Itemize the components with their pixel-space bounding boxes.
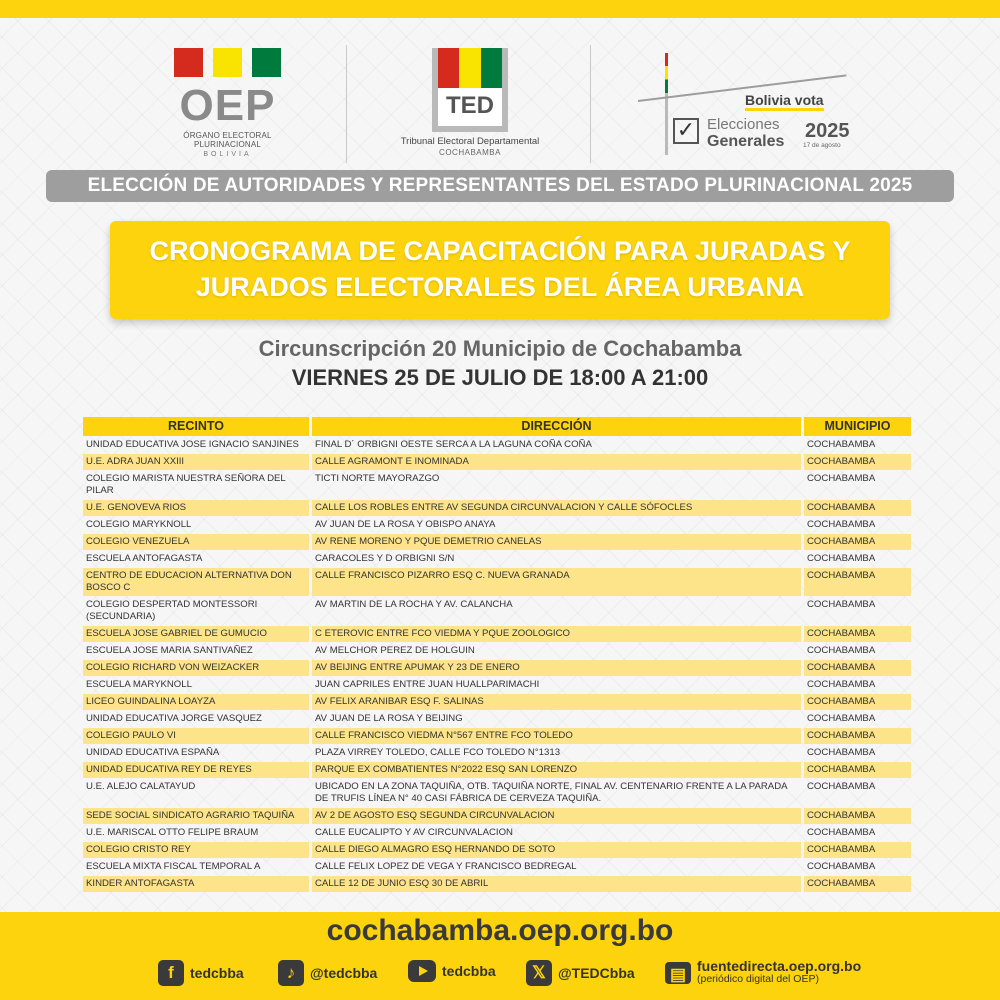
footer: [0, 912, 1000, 1000]
oep-logo-subtitle: ÓRGANO ELECTORAL PLURINACIONAL: [183, 131, 272, 149]
cell-direccion: AV JUAN DE LA ROSA Y BEIJING: [315, 713, 463, 724]
cell-municipio: COCHABAMBA: [807, 713, 876, 724]
title-line-1: CRONOGRAMA DE CAPACITACIÓN PARA JURADAS Y: [149, 236, 851, 266]
cell-municipio: COCHABAMBA: [807, 679, 876, 690]
cell-direccion: AV BEIJING ENTRE APUMAK Y 23 DE ENERO: [312, 660, 801, 676]
cell-recinto: ESCUELA MARYKNOLL: [86, 679, 192, 690]
table-row: [83, 597, 914, 625]
circunscripcion-label: Circunscripción 20 Municipio de Cochabamba: [258, 336, 742, 361]
cell-direccion: TICTI NORTE MAYORAZGO: [315, 473, 440, 484]
cell-municipio: COCHABAMBA: [804, 762, 911, 778]
x-icon: 𝕏: [526, 960, 552, 986]
cell-recinto: LICEO GUINDALINA LOAYZA: [83, 694, 309, 710]
ted-logo-word: TED: [446, 92, 494, 119]
header-municipio: MUNICIPIO: [804, 417, 911, 436]
cell-municipio: COCHABAMBA: [807, 553, 876, 564]
title-banner: [110, 221, 890, 319]
cell-direccion: CALLE FRANCISCO PIZARRO ESQ C. NUEVA GRANADA: [312, 568, 801, 596]
cell-municipio: COCHABAMBA: [807, 473, 876, 484]
oep-logo-word: OEP: [179, 81, 276, 130]
cell-recinto: COLEGIO MARYKNOLL: [86, 519, 192, 530]
cell-municipio: COCHABAMBA: [804, 454, 911, 470]
cell-municipio: COCHABAMBA: [807, 599, 876, 610]
cell-municipio: COCHABAMBA: [804, 694, 911, 710]
cell-recinto: ESCUELA MIXTA FISCAL TEMPORAL A: [86, 861, 261, 872]
cell-recinto: U.E. ALEJO CALATAYUD: [86, 781, 196, 792]
x-handle: @TEDCbba: [558, 965, 635, 981]
cell-municipio: COCHABAMBA: [804, 626, 911, 642]
header-divider: [590, 45, 591, 163]
oep-logo-country: BOLIVIA: [203, 151, 252, 158]
cell-direccion: PLAZA VIRREY TOLEDO, CALLE FCO TOLEDO N°1313: [315, 747, 561, 758]
cell-direccion: AV 2 DE AGOSTO ESQ SEGUNDA CIRCUNVALACION: [312, 808, 801, 824]
cell-direccion: CALLE DIEGO ALMAGRO ESQ HERNANDO DE SOTO: [312, 842, 801, 858]
cell-recinto: COLEGIO PAULO VI: [83, 728, 309, 744]
cell-direccion: AV FELIX ARANIBAR ESQ F. SALINAS: [312, 694, 801, 710]
cell-municipio: COCHABAMBA: [804, 660, 911, 676]
recintos-table: [83, 417, 914, 892]
cell-recinto: U.E. GENOVEVA RIOS: [83, 500, 309, 516]
cell-recinto: CENTRO DE EDUCACION ALTERNATIVA DON BOSCO C: [83, 568, 309, 596]
website-link[interactable]: cochabamba.oep.org.bo: [326, 914, 674, 947]
table-row: [83, 728, 914, 744]
cell-direccion: CALLE FELIX LOPEZ DE VEGA Y FRANCISCO BEDREGAL: [315, 861, 577, 872]
cell-direccion: CARACOLES Y D ORBIGNI S/N: [315, 553, 455, 564]
cell-direccion: CALLE LOS ROBLES ENTRE AV SEGUNDA CIRCUNVALACION Y CALLE SÓFOCLES: [312, 500, 801, 516]
cell-direccion: CALLE AGRAMONT E INOMINADA: [312, 454, 801, 470]
cell-direccion: AV RENE MORENO Y PQUE DEMETRIO CANELAS: [312, 534, 801, 550]
checkmark-icon: ✓: [673, 118, 699, 144]
cell-recinto: UNIDAD EDUCATIVA JOSE IGNACIO SANJINES: [86, 439, 299, 450]
cell-municipio: COCHABAMBA: [807, 747, 876, 758]
cell-municipio: COCHABAMBA: [807, 519, 876, 530]
cell-direccion: CALLE 12 DE JUNIO ESQ 30 DE ABRIL: [312, 876, 801, 892]
tiktok-icon: ♪: [278, 960, 304, 986]
cell-recinto: UNIDAD EDUCATIVA REY DE REYES: [83, 762, 309, 778]
table-row: [83, 500, 914, 516]
fuente-directa-handle: fuentedirecta.oep.org.bo: [697, 958, 862, 974]
cell-recinto: COLEGIO DESPERTAD MONTESSORI (SECUNDARIA): [86, 599, 258, 622]
table-row: [83, 745, 914, 761]
cell-municipio: COCHABAMBA: [804, 842, 911, 858]
cell-direccion: FINAL D´ ORBIGNI OESTE SERCA A LA LAGUNA COÑA COÑA: [315, 439, 592, 450]
table-body: [83, 437, 914, 892]
cell-direccion: AV JUAN DE LA ROSA Y OBISPO ANAYA: [315, 519, 496, 530]
cell-municipio: COCHABAMBA: [804, 876, 911, 892]
cell-municipio: COCHABAMBA: [807, 861, 876, 872]
cell-municipio: COCHABAMBA: [807, 781, 876, 792]
cell-municipio: COCHABAMBA: [804, 500, 911, 516]
elecciones-line1: Elecciones: [707, 116, 780, 133]
table-row: [83, 876, 914, 892]
cell-direccion: CALLE EUCALIPTO Y AV CIRCUNVALACION: [315, 827, 513, 838]
newspaper-icon: ▤: [665, 962, 691, 984]
table-row: [83, 551, 914, 567]
facebook-handle: tedcbba: [190, 965, 244, 981]
table-row: [83, 471, 914, 499]
cell-recinto: UNIDAD EDUCATIVA JORGE VASQUEZ: [86, 713, 262, 724]
cell-recinto: COLEGIO VENEZUELA: [83, 534, 309, 550]
elecciones-year: 2025: [805, 120, 850, 142]
table-row: [83, 677, 914, 693]
youtube-handle: tedcbba: [442, 963, 496, 979]
x-link[interactable]: [526, 960, 635, 986]
table-row: [83, 808, 914, 824]
top-stripe: [0, 0, 1000, 18]
facebook-link[interactable]: [158, 960, 244, 986]
cell-recinto: ESCUELA JOSE MARIA SANTIVAÑEZ: [86, 645, 253, 656]
youtube-icon: [408, 960, 436, 982]
cell-direccion: UBICADO EN LA ZONA TAQUIÑA, OTB. TAQUIÑA NORTE, FINAL AV. CENTENARIO FRENTE A LA PARADA DE TRUFIS LÍNEA N° 40 CASI FÁBRICA DE CERVEZA TAQUIÑA.: [315, 781, 787, 804]
ted-logo-city: COCHABAMBA: [439, 148, 501, 157]
elecciones-logo: [635, 50, 855, 160]
cell-recinto: U.E. ADRA JUAN XXIII: [83, 454, 309, 470]
table-row: [83, 779, 914, 807]
cell-municipio: COCHABAMBA: [804, 808, 911, 824]
cell-recinto: COLEGIO MARISTA NUESTRA SEÑORA DEL PILAR: [86, 473, 286, 496]
table-row: [83, 534, 914, 550]
cell-direccion: PARQUE EX COMBATIENTES N°2022 ESQ SAN LORENZO: [312, 762, 801, 778]
fuente-directa-link[interactable]: [665, 960, 861, 986]
cell-recinto: SEDE SOCIAL SINDICATO AGRARIO TAQUIÑA: [83, 808, 309, 824]
cell-municipio: COCHABAMBA: [807, 827, 876, 838]
ted-logo-box: [432, 48, 508, 132]
title-line-2: JURADOS ELECTORALES DEL ÁREA URBANA: [195, 272, 805, 302]
cell-municipio: COCHABAMBA: [804, 568, 911, 596]
cell-recinto: U.E. MARISCAL OTTO FELIPE BRAUM: [86, 827, 259, 838]
header-recinto: RECINTO: [83, 417, 309, 436]
elecciones-date: 17 de agosto: [803, 142, 841, 149]
cell-direccion: CALLE FRANCISCO VIEDMA N°567 ENTRE FCO TOLEDO: [312, 728, 801, 744]
cell-recinto: ESCUELA JOSE GABRIEL DE GUMUCIO: [83, 626, 309, 642]
table-row: [83, 643, 914, 659]
oep-logo: [150, 48, 305, 163]
cell-direccion: C ETEROVIC ENTRE FCO VIEDMA Y PQUE ZOOLOGICO: [312, 626, 801, 642]
table-row: [83, 694, 914, 710]
ted-logo: [385, 48, 555, 163]
schedule-label: VIERNES 25 DE JULIO DE 18:00 A 21:00: [291, 365, 709, 390]
cell-municipio: COCHABAMBA: [807, 645, 876, 656]
fuente-directa-subtitle: (periódico digital del OEP): [697, 973, 819, 985]
cell-recinto: COLEGIO CRISTO REY: [83, 842, 309, 858]
oep-flag: [150, 48, 305, 77]
cell-direccion: JUAN CAPRILES ENTRE JUAN HUALLPARIMACHI: [315, 679, 540, 690]
election-banner: ELECCIÓN DE AUTORIDADES Y REPRESENTANTES DEL ESTADO PLURINACIONAL 2025: [46, 170, 954, 202]
cell-municipio: COCHABAMBA: [807, 439, 876, 450]
cell-direccion: AV MELCHOR PEREZ DE HOLGUIN: [315, 645, 475, 656]
table-header: [83, 417, 914, 436]
ted-logo-subtitle: Tribunal Electoral Departamental: [400, 136, 540, 147]
tiktok-handle: @tedcbba: [310, 965, 378, 981]
table-row: [83, 454, 914, 470]
youtube-link[interactable]: [408, 960, 496, 982]
elecciones-line2: Generales: [707, 133, 785, 150]
table-row: [83, 437, 914, 453]
tiktok-link[interactable]: [278, 960, 377, 986]
table-row: [83, 825, 914, 841]
facebook-icon: f: [158, 960, 184, 986]
cell-direccion: AV MARTIN DE LA ROCHA Y AV. CALANCHA: [315, 599, 513, 610]
elecciones-tagline: Bolivia vota: [745, 92, 824, 111]
table-row: [83, 859, 914, 875]
table-row: [83, 626, 914, 642]
cell-municipio: COCHABAMBA: [804, 534, 911, 550]
table-row: [83, 568, 914, 596]
table-row: [83, 517, 914, 533]
table-row: [83, 711, 914, 727]
cell-recinto: COLEGIO RICHARD VON WEIZACKER: [83, 660, 309, 676]
cell-municipio: COCHABAMBA: [804, 728, 911, 744]
header-direccion: DIRECCIÓN: [312, 417, 801, 436]
table-row: [83, 842, 914, 858]
cell-recinto: UNIDAD EDUCATIVA ESPAÑA: [86, 747, 220, 758]
header-divider: [346, 45, 347, 163]
table-row: [83, 762, 914, 778]
table-row: [83, 660, 914, 676]
cell-recinto: ESCUELA ANTOFAGASTA: [86, 553, 203, 564]
cell-recinto: KINDER ANTOFAGASTA: [83, 876, 309, 892]
